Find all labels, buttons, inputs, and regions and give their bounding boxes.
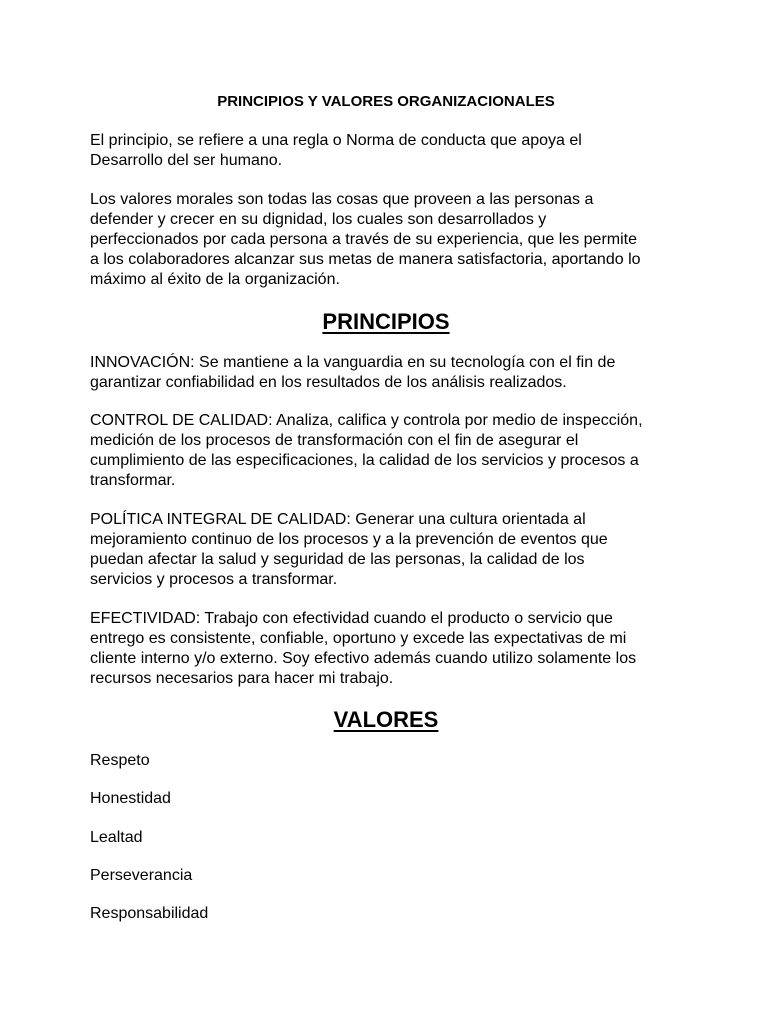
paragraph-line: EFECTIVIDAD: Trabajo con efectividad cuando el producto o servicio que [90, 610, 613, 627]
principle-efectividad [90, 609, 682, 689]
list-item: Responsabilidad [90, 905, 209, 922]
list-item: Perseverancia [90, 866, 193, 884]
paragraph-line: defender y crecer en su dignidad, los cuales son desarrollados y [90, 211, 547, 228]
paragraph-line: Los valores morales son todas las cosas que proveen a las personas a [90, 191, 594, 208]
paragraph-line: Desarrollo del ser humano. [90, 152, 283, 169]
principle-politica-integral-de-calidad [90, 510, 682, 590]
document-title: PRINCIPIOS Y VALORES ORGANIZACIONALES [217, 93, 555, 110]
paragraph-line: INNOVACIÓN: Se mantiene a la vanguardia en su tecnología con el fin de [90, 354, 616, 371]
paragraph-line: servicios y procesos a transformar. [90, 571, 338, 588]
paragraph-line: medición de los procesos de transformación con el fin de asegurar el [90, 432, 579, 449]
paragraph-line: CONTROL DE CALIDAD: Analiza, califica y controla por medio de inspección, [90, 412, 643, 429]
paragraph-line: puedan afectar la salud y seguridad de las personas, la calidad de los [90, 551, 585, 568]
paragraph-line: El principio, se refiere a una regla o Norma de conducta que apoya el [90, 132, 582, 149]
principles-heading: PRINCIPIOS [322, 309, 450, 334]
list-item: Honestidad [90, 790, 171, 808]
list-item: Respeto [90, 752, 150, 769]
paragraph-line: cliente interno y/o externo. Soy efectivo además cuando utilizo solamente los [90, 650, 637, 667]
paragraph-line: mejoramiento continuo de los procesos y a la prevención de eventos que [90, 531, 608, 548]
paragraph-line: máximo al éxito de la organización. [90, 271, 340, 288]
values-list [90, 751, 208, 942]
intro-principle-paragraph [90, 131, 682, 171]
values-heading: VALORES [333, 707, 439, 732]
paragraph-line: garantizar confiabilidad en los resultados de los análisis realizados. [90, 374, 567, 391]
paragraph-line: transformar. [90, 472, 176, 489]
principle-control-de-calidad [90, 411, 682, 491]
paragraph-line: cumplimiento de las especificaciones, la calidad de los servicios y procesos a [90, 452, 639, 469]
list-item: Lealtad [90, 828, 143, 846]
intro-values-paragraph [90, 190, 682, 290]
principle-innovacion [90, 353, 682, 393]
paragraph-line: recursos necesarios para hacer mi trabajo. [90, 670, 394, 687]
paragraph-line: entrego es consistente, confiable, oportuno y excede las expectativas de mi [90, 630, 627, 647]
paragraph-line: a los colaboradores alcanzar sus metas de manera satisfactoria, aportando lo [90, 251, 641, 268]
paragraph-line: perfeccionados por cada persona a través de su experiencia, que les permite [90, 231, 637, 248]
paragraph-line: POLÍTICA INTEGRAL DE CALIDAD: Generar una cultura orientada al [90, 511, 586, 528]
